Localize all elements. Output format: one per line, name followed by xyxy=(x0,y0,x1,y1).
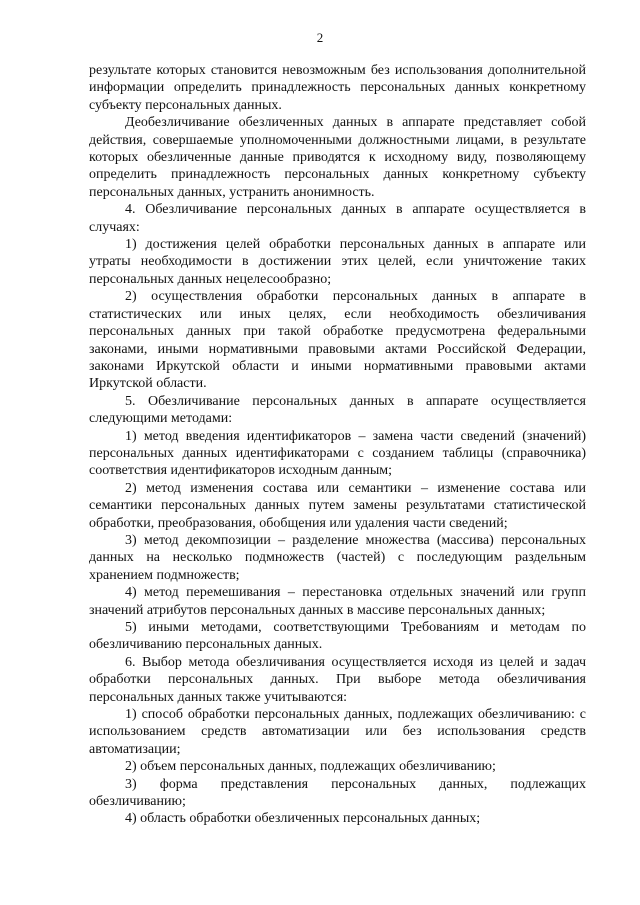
page-number: 2 xyxy=(316,30,324,45)
paragraph: Деобезличивание обезличенных данных в аппарате представляет собой действия, совершаемые уполномоченными должностными лицами, в результате которых обезличенные данные приводятся к исходному виду, позволяющему определить принадлежность персональных данных конкретному субъекту персональных данных, устранить анонимность. xyxy=(89,115,586,200)
list-item: 4) метод перемешивания – перестановка отдельных значений или групп значений атрибутов персональных данных в массиве персональных данных; xyxy=(89,585,586,618)
list-item: 2) осуществления обработки персональных данных в аппарате в статистических или иных целях, если необходимость обезличивания персональных данных при такой обработке предусмотрена федеральными законами, иными нормативными правовыми актами Российской Федерации, законами Иркутской области и иными нормативными правовыми актами Иркутской области. xyxy=(89,289,586,392)
document-body xyxy=(89,62,586,828)
list-item: 3) метод декомпозиции – разделение множества (массива) персональных данных на несколько подмножеств (частей) с последующим раздельным хранением подмножеств; xyxy=(89,532,586,583)
paragraph: результате которых становится невозможным без использования дополнительной информации определить принадлежность персональных данных конкретному субъекту персональных данных. xyxy=(89,63,586,113)
paragraph: 5. Обезличивание персональных данных в аппарате осуществляется следующими методами: xyxy=(89,393,586,427)
list-item: 1) способ обработки персональных данных, подлежащих обезличиванию: с использованием средств автоматизации или без использования средств автоматизации; xyxy=(89,707,586,757)
list-item: 3) форма представления персональных данных, подлежащих обезличиванию; xyxy=(89,776,586,810)
list-item: 2) метод изменения состава или семантики – изменение состава или семантики персональных данных путем замены результатами статистической обработки, преобразования, обобщения или удаления части сведений; xyxy=(89,480,586,531)
list-item: 4) область обработки обезличенных персональных данных; xyxy=(125,811,481,827)
list-item: 5) иными методами, соответствующими Требованиям и методам по обезличиванию персональных данных. xyxy=(89,620,586,653)
list-item: 2) объем персональных данных, подлежащих обезличиванию; xyxy=(125,759,496,775)
list-item: 1) метод введения идентификаторов – замена части сведений (значений) персональных данных идентификаторами с созданием таблицы (справочника) соответствия идентификаторов исходным данным; xyxy=(89,428,586,479)
paragraph: 6. Выбор метода обезличивания осуществляется исходя из целей и задач обработки персональных данных. При выборе метода обезличивания персональных данных также учитываются: xyxy=(89,654,586,705)
list-item: 1) достижения целей обработки персональных данных в аппарате или утраты необходимости в достижении этих целей, если уничтожение таких персональных данных нецелесообразно; xyxy=(89,237,586,287)
paragraph: 4. Обезличивание персональных данных в аппарате осуществляется в случаях: xyxy=(89,202,586,235)
